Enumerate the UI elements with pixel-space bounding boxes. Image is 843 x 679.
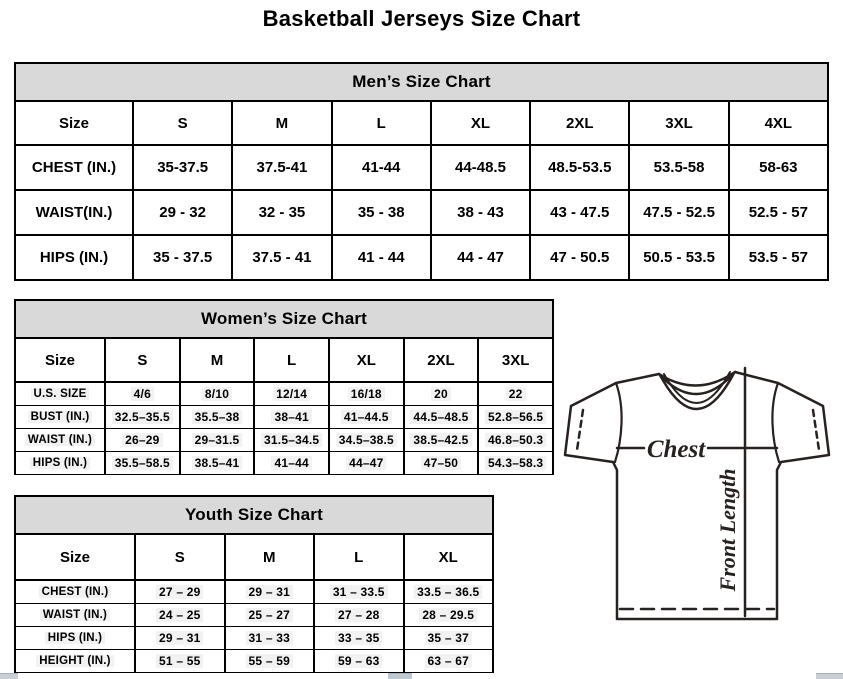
- chest-label: Chest: [646, 436, 706, 463]
- size-value-cell: 35 - 37.5: [133, 235, 232, 280]
- size-value-cell: 27 – 28: [314, 604, 404, 627]
- size-value-cell: 29–31.5: [180, 429, 255, 452]
- scrollbar-thumb[interactable]: [388, 673, 412, 679]
- column-header: 3XL: [478, 338, 553, 382]
- table-row: [15, 452, 553, 475]
- size-value-cell: 35.5–58.5: [105, 452, 180, 475]
- column-header: M: [180, 338, 255, 382]
- size-value-cell: 35 - 38: [332, 190, 431, 235]
- column-header: S: [105, 338, 180, 382]
- size-value-cell: 55 – 59: [225, 650, 315, 673]
- scrollbar-fragment-left[interactable]: [0, 673, 18, 679]
- column-header: S: [133, 101, 232, 145]
- size-value-cell: 38.5–42.5: [404, 429, 479, 452]
- column-header: XL: [329, 338, 404, 382]
- column-header: L: [332, 101, 431, 145]
- column-header: 2XL: [404, 338, 479, 382]
- size-value-cell: 47.5 - 52.5: [629, 190, 728, 235]
- size-value-cell: 63 – 67: [404, 650, 494, 673]
- size-value-cell: 35 – 37: [404, 627, 494, 650]
- size-value-cell: 16/18: [329, 382, 404, 406]
- size-value-cell: 44.5–48.5: [404, 406, 479, 429]
- size-value-cell: 44 - 47: [431, 235, 530, 280]
- size-value-cell: 59 – 63: [314, 650, 404, 673]
- table-row: [15, 190, 828, 235]
- size-value-cell: 25 – 27: [225, 604, 315, 627]
- row-label: WAIST(IN.): [15, 190, 133, 235]
- size-value-cell: 53.5 - 57: [729, 235, 828, 280]
- size-value-cell: 4/6: [105, 382, 180, 406]
- table-row: [15, 604, 493, 627]
- size-value-cell: 41–44: [254, 452, 329, 475]
- size-value-cell: 52.5 - 57: [729, 190, 828, 235]
- left-sleeve-seam: [615, 383, 622, 462]
- row-label: HIPS (IN.): [15, 627, 135, 650]
- size-value-cell: 47 - 50.5: [530, 235, 629, 280]
- size-value-cell: 12/14: [254, 382, 329, 406]
- table-title-band: Women’s Size Chart: [15, 300, 553, 338]
- column-header: Size: [15, 101, 133, 145]
- size-value-cell: 46.8–50.3: [478, 429, 553, 452]
- size-value-cell: 34.5–38.5: [329, 429, 404, 452]
- column-header: XL: [404, 534, 494, 580]
- size-value-cell: 24 – 25: [135, 604, 225, 627]
- mens-size-chart-table: [14, 62, 829, 281]
- table-row: [15, 650, 493, 673]
- table-row: [15, 382, 553, 406]
- size-value-cell: 28 – 29.5: [404, 604, 494, 627]
- size-value-cell: 22: [478, 382, 553, 406]
- row-label: HIPS (IN.): [15, 235, 133, 280]
- size-value-cell: 43 - 47.5: [530, 190, 629, 235]
- size-value-cell: 37.5-41: [232, 145, 331, 190]
- column-header: 3XL: [629, 101, 728, 145]
- size-value-cell: 31 – 33: [225, 627, 315, 650]
- size-value-cell: 35-37.5: [133, 145, 232, 190]
- row-label: U.S. SIZE: [15, 382, 105, 406]
- size-value-cell: 54.3–58.3: [478, 452, 553, 475]
- size-value-cell: 38 - 43: [431, 190, 530, 235]
- size-value-cell: 29 – 31: [135, 627, 225, 650]
- size-value-cell: 38.5–41: [180, 452, 255, 475]
- size-value-cell: 31.5–34.5: [254, 429, 329, 452]
- size-value-cell: 47–50: [404, 452, 479, 475]
- table-row: [15, 580, 493, 604]
- scrollbar-fragment-right[interactable]: [816, 673, 843, 679]
- size-value-cell: 29 – 31: [225, 580, 315, 604]
- column-header: 4XL: [729, 101, 828, 145]
- table-row: [15, 235, 828, 280]
- row-label: WAIST (IN.): [15, 604, 135, 627]
- column-header: L: [254, 338, 329, 382]
- row-label: BUST (IN.): [15, 406, 105, 429]
- size-value-cell: 41-44: [332, 145, 431, 190]
- jersey-measurement-diagram: [558, 362, 838, 627]
- left-cuff-dashed-line: [577, 410, 583, 450]
- size-value-cell: 51 – 55: [135, 650, 225, 673]
- right-cuff-dashed-line: [813, 410, 819, 450]
- size-value-cell: 33.5 – 36.5: [404, 580, 494, 604]
- table-row: [15, 627, 493, 650]
- size-value-cell: 37.5 - 41: [232, 235, 331, 280]
- youth-size-chart-table: [14, 495, 494, 673]
- table-row: [15, 429, 553, 452]
- column-header: S: [135, 534, 225, 580]
- row-label: CHEST (IN.): [15, 580, 135, 604]
- size-value-cell: 53.5-58: [629, 145, 728, 190]
- table-title-band: Youth Size Chart: [15, 496, 493, 534]
- size-value-cell: 48.5-53.5: [530, 145, 629, 190]
- jersey-outline-svg: [558, 362, 838, 627]
- table-row: [15, 145, 828, 190]
- page-title: Basketball Jerseys Size Chart: [262, 6, 581, 31]
- size-value-cell: 44-48.5: [431, 145, 530, 190]
- column-header: XL: [431, 101, 530, 145]
- size-value-cell: 38–41: [254, 406, 329, 429]
- size-value-cell: 50.5 - 53.5: [629, 235, 728, 280]
- size-value-cell: 35.5–38: [180, 406, 255, 429]
- column-header: L: [314, 534, 404, 580]
- size-value-cell: 33 – 35: [314, 627, 404, 650]
- size-value-cell: 41 - 44: [332, 235, 431, 280]
- vneck-inner-curve: [664, 372, 730, 403]
- size-value-cell: 26–29: [105, 429, 180, 452]
- womens-size-chart-table: [14, 299, 554, 475]
- column-header: 2XL: [530, 101, 629, 145]
- size-value-cell: 32 - 35: [232, 190, 331, 235]
- right-sleeve-seam: [772, 383, 779, 462]
- row-label: HEIGHT (IN.): [15, 650, 135, 673]
- row-label: CHEST (IN.): [15, 145, 133, 190]
- size-value-cell: 52.8–56.5: [478, 406, 553, 429]
- size-value-cell: 29 - 32: [133, 190, 232, 235]
- table-title-band: Men’s Size Chart: [15, 63, 828, 101]
- size-value-cell: 44–47: [329, 452, 404, 475]
- size-value-cell: 32.5–35.5: [105, 406, 180, 429]
- size-value-cell: 8/10: [180, 382, 255, 406]
- table-row: [15, 406, 553, 429]
- front-length-label: Front Length: [715, 468, 740, 592]
- size-value-cell: 31 – 33.5: [314, 580, 404, 604]
- size-value-cell: 20: [404, 382, 479, 406]
- size-value-cell: 58-63: [729, 145, 828, 190]
- column-header: M: [232, 101, 331, 145]
- column-header: M: [225, 534, 315, 580]
- column-header: Size: [15, 534, 135, 580]
- row-label: WAIST (IN.): [15, 429, 105, 452]
- row-label: HIPS (IN.): [15, 452, 105, 475]
- size-value-cell: 41–44.5: [329, 406, 404, 429]
- column-header: Size: [15, 338, 105, 382]
- size-value-cell: 27 – 29: [135, 580, 225, 604]
